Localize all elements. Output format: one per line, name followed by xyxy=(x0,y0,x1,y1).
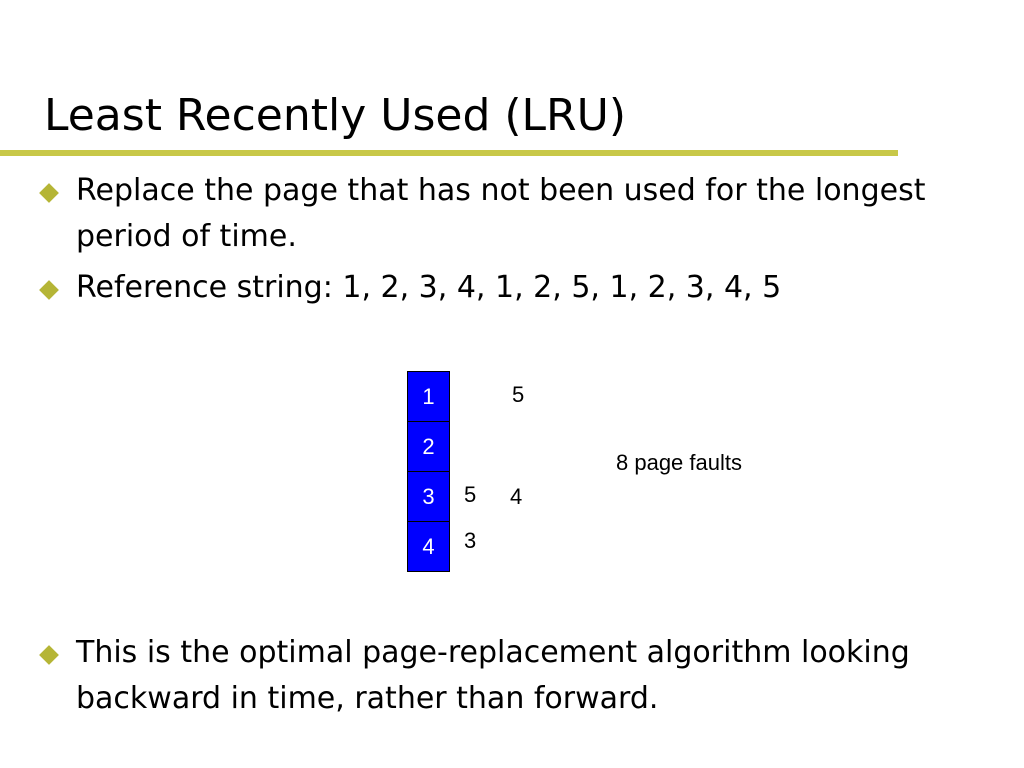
page-frames xyxy=(407,371,450,572)
frame-cell: 3 xyxy=(408,472,449,522)
bullet-text: Reference string: 1, 2, 3, 4, 1, 2, 5, 1, 2, 3, 4, 5 xyxy=(76,270,782,305)
slide-title: Least Recently Used (LRU) xyxy=(44,90,626,141)
frame-cell: 2 xyxy=(408,422,449,472)
replacement-label: 5 xyxy=(512,382,525,407)
title-divider xyxy=(0,150,898,156)
diamond-bullet-icon xyxy=(39,183,59,203)
diamond-bullet-icon xyxy=(39,280,59,300)
diamond-bullet-icon xyxy=(39,645,59,665)
page-fault-count: 8 page faults xyxy=(616,450,742,475)
frame-cell: 1 xyxy=(408,372,449,422)
replacement-label: 4 xyxy=(510,484,523,509)
bullet-text: Replace the page that has not been used for the longest period of time. xyxy=(76,173,926,254)
bullet-text: This is the optimal page-replacement algorithm looking backward in time, rather than forward. xyxy=(76,635,910,716)
replacement-label: 5 xyxy=(464,482,477,507)
frame-cell: 4 xyxy=(408,522,449,572)
replacement-label: 3 xyxy=(464,528,477,553)
